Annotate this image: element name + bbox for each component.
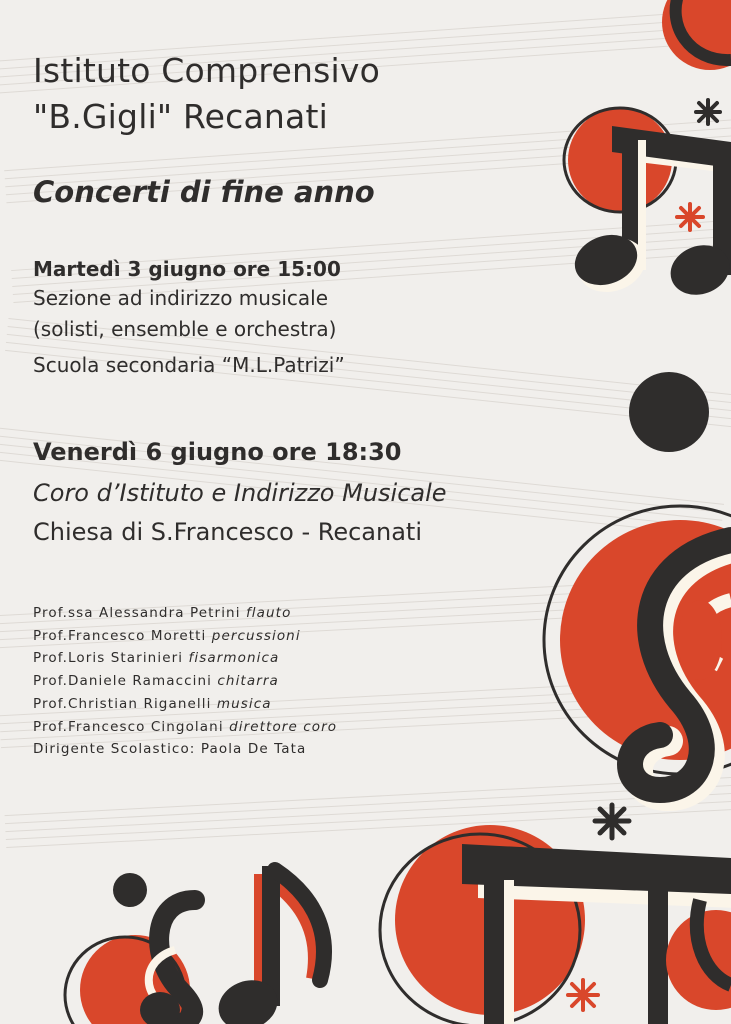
credit-name: Prof.Francesco Cingolani [33,718,224,735]
credit-item [33,625,337,648]
beamed-notes-icon [380,825,731,1024]
event1-line3: Scuola secondaria “M.L.Patrizi” [33,353,345,377]
beamed-notes-icon [564,108,731,303]
school-name-line2: "B.Gigli" Recanati [33,97,328,136]
star-icon [595,805,629,838]
music-note-icon [212,866,324,1024]
event2-line1: Coro d’Istituto e Indirizzo Musicale [33,479,447,507]
credit-name: Prof.Loris Starinieri [33,650,184,667]
credit-role: percussioni [211,627,301,644]
credit-role: fisarmonica [188,650,280,667]
credit-item [33,647,337,670]
credit-item [33,716,337,739]
credit-name: Prof.ssa Alessandra Petrini [33,605,241,621]
credit-item [33,738,337,761]
event2-datetime: Venerdì 6 giugno ore 18:30 [33,438,402,466]
dot-decoration [629,372,709,452]
credit-role: flauto [245,605,292,621]
treble-clef-icon [544,506,731,796]
credit-role: chitarra [217,673,279,690]
poster-subtitle: Concerti di fine anno [33,175,375,209]
credit-role: direttore coro [229,718,338,735]
credits-list [33,602,337,761]
credit-name: Prof.Christian Riganelli [33,695,212,712]
credit-role: musica [216,695,272,712]
event1-line1: Sezione ad indirizzo musicale [33,286,329,310]
event1-datetime: Martedì 3 giugno ore 15:00 [33,257,341,281]
credit-name: Prof.Daniele Ramaccini [33,673,212,690]
credit-item [33,693,337,716]
treble-clef-icon [65,873,195,1024]
credit-item [33,670,337,693]
event2-line2: Chiesa di S.Francesco - Recanati [33,518,423,546]
credit-name: Prof.Francesco Moretti [33,627,207,644]
corner-circle-decoration [662,0,731,70]
credit-item [33,602,337,625]
credit-name: Dirigente Scolastico: Paola De Tata [33,741,307,758]
school-name-line1: Istituto Comprensivo [33,51,380,90]
event1-line2: (solisti, ensemble e orchestra) [33,317,337,341]
